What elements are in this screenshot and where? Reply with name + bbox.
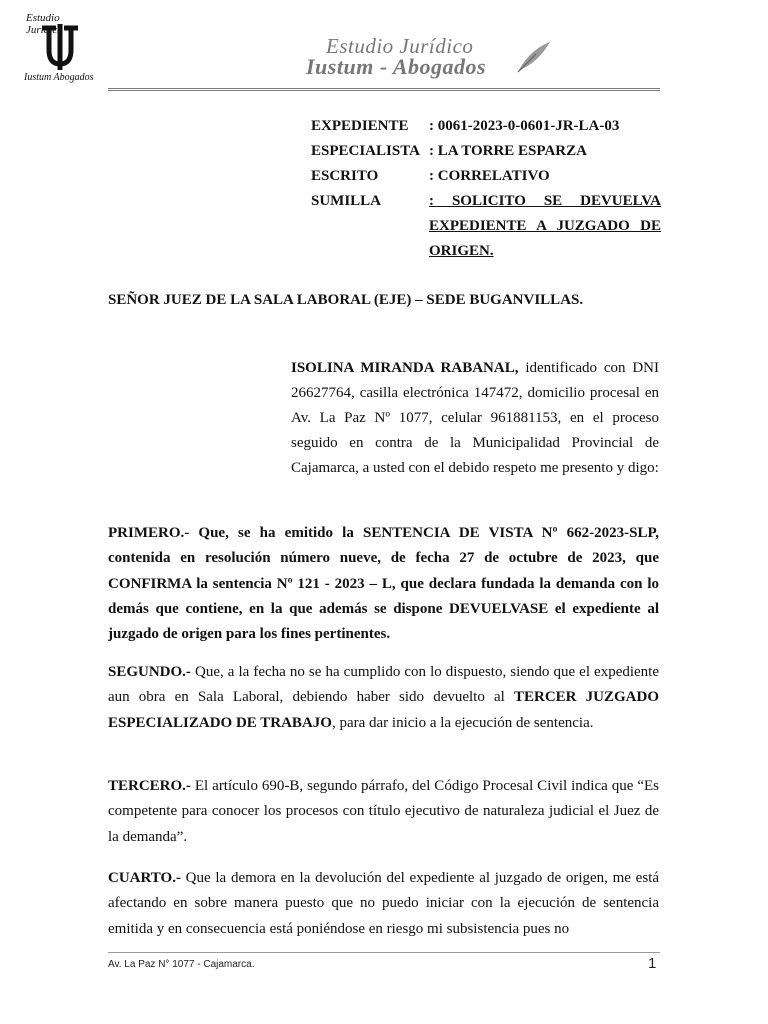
meta-value: : CORRELATIVO [429,168,550,184]
intro-text: identificado con DNI 26627764, casilla electrónica 147472, domicilio procesal en Av. La Paz Nº 1077, celular 961881153, en el proceso seguido en contra de la Municipalidad Provincial de Cajamarca, a usted con el debido respeto me presento y digo: [291,360,659,476]
meta-row-especialista [311,141,661,166]
quill-icon [514,40,552,74]
paragraph-text: Que la demora en la devolución del expediente al juzgado de origen, me está afectando en sobre manera puesto que no puedo iniciar con la ejecución de sentencia emitida y en consecuencia está poniéndose en riesgo mi subsistencia pues no [108,870,659,937]
intro-paragraph [291,356,659,481]
meta-label: ESCRITO [311,168,379,184]
footer-address: Av. La Paz N° 1077 - Cajamarca. [108,959,255,970]
meta-label: ESPECIALISTA [311,143,420,159]
logo-bottom-text: Iustum Abogados [24,72,94,83]
page-number: 1 [648,955,657,972]
paragraph-label: SEGUNDO.- [108,664,191,680]
brand-line1: Estudio Jurídico [326,34,474,58]
footer-divider [108,952,660,953]
case-metadata [311,116,661,264]
paragraph-label: CUARTO.- [108,870,181,886]
meta-value: : 0061-2023-0-0601-JR-LA-03 [429,118,620,134]
logo [18,8,98,86]
petitioner-name: ISOLINA MIRANDA RABANAL, [291,360,519,376]
paragraph-text: , para dar inicio a la ejecución de sentencia. [331,714,594,731]
paragraph-text: El artículo 690-B, segundo párrafo, del Código Procesal Civil indica que “Es competente para conocer los procesos con título ejecutivo de naturaleza judicial el Juez de la demanda”. [108,778,659,845]
paragraph-text: Que, a la fecha no se ha cumplido con lo dispuesto, siendo que el expediente aun obra en Sala Laboral, debiendo haber sido devuelto al [108,664,659,706]
paragraph-segundo [108,660,659,736]
brand-line2: Iustum - Abogados [306,54,487,79]
header-divider [108,88,660,91]
sumilla-value: : SOLICITO SE DEVUELVA EXPEDIENTE A JUZGADO DE ORIGEN. [429,193,661,259]
meta-row-escrito [311,166,661,191]
logo-top-text: Estudio Jurídico [26,12,63,36]
paragraph-cuarto [108,866,659,942]
meta-value: : LA TORRE ESPARZA [429,143,587,159]
meta-label: EXPEDIENTE [311,118,409,134]
paragraph-primero: PRIMERO.- Que, se ha emitido la SENTENCIA DE VISTA Nº 662-2023-SLP, contenida en resolución número nueve, de fecha 27 de octubre de 2023, que CONFIRMA la sentencia Nº 121 - 2023 – L, que declara fundada la demanda con lo demás que contiene, en la que además se dispone DEVUELVASE el expediente al juzgado de origen para los fines pertinentes. [108,525,659,643]
court-name: TERCER JUZGADO ESPECIALIZADO DE TRABAJO [108,689,659,731]
iustum-logo-icon [38,22,82,72]
brand-header [300,34,540,78]
meta-label: SUMILLA [311,193,382,209]
paragraph-label: TERCERO.- [108,778,191,794]
meta-row-expediente [311,116,661,141]
paragraph-tercero [108,774,659,850]
addressee: SEÑOR JUEZ DE LA SALA LABORAL (EJE) – SEDE BUGANVILLAS. [108,292,584,308]
meta-row-sumilla [311,191,661,264]
